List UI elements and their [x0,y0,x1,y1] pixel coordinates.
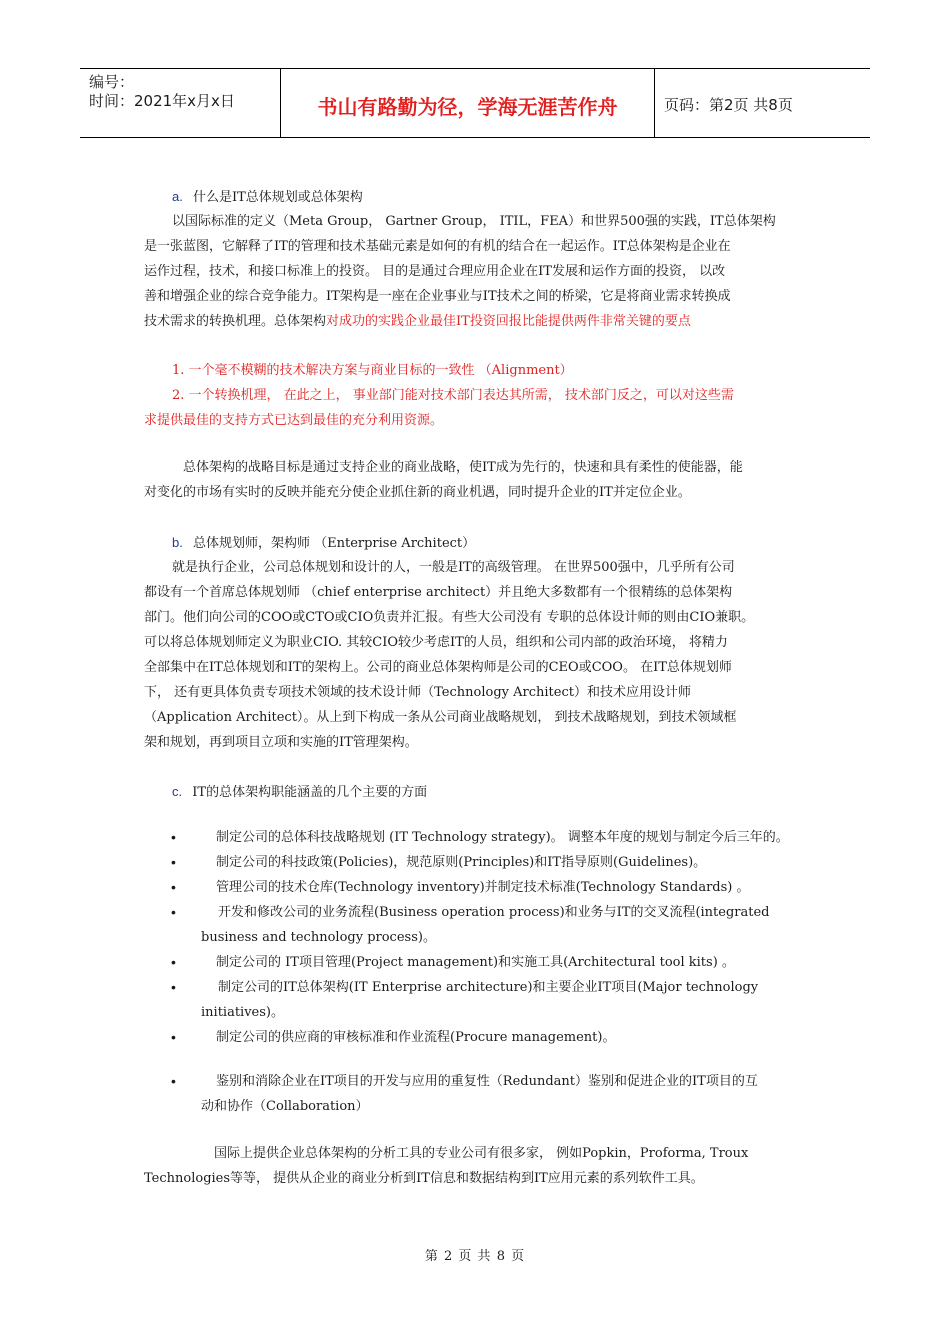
bullet-item: 开发和修改公司的业务流程(Business operation process)和业务与IT的交叉流程(integrated [218,905,770,920]
bullet-icon: • [171,854,176,870]
section-a-heading [172,184,363,210]
section-a-line: 善和增强企业的综合竞争能力。IT架构是一座在企业事业与IT技术之间的桥梁，它是将商业需求转换成 [144,289,731,304]
bullet-item: 制定公司的IT总体架构(IT Enterprise architecture)和主要企业IT项目(Major technology [218,980,759,995]
doc-number-label: 编号： [89,73,135,91]
header-motto: 书山有路勤为径，学海无涯苦作舟 [317,95,618,119]
bullet-item-cont: business and technology process)。 [201,930,436,945]
section-a-last-plain: 技术需求的转换机理。总体架构 [144,314,327,329]
closing-line: Technologies等等， 提供从企业的商业分析到IT信息和数据结构到IT应用元素的系列软件工具。 [144,1171,704,1186]
bullet-item-cont: initiatives)。 [201,1005,284,1020]
page-footer: 第 2 页 共 8 页 [424,1249,526,1264]
key-point-1: 1. 一个毫不模糊的技术解决方案与商业目标的一致性 （Alignment） [172,363,573,378]
bullet-item: 鉴别和消除企业在IT项目的开发与应用的重复性（Redundant）鉴别和促进企业的IT项目的互 [216,1074,758,1089]
section-a-last-red: 对成功的实践企业最佳IT投资回报比能提供两件非常关键的要点 [326,314,691,329]
bullet-icon: • [171,954,176,970]
bullet-icon: • [171,1073,176,1089]
bullet-item: 制定公司的科技政策(Policies)，规范原则(Principles)和IT指导原则(Guidelines)。 [216,855,707,870]
section-b-title: 总体规划师，架构师 （Enterprise Architect） [192,536,476,551]
header-right-cell [655,69,870,137]
section-a-line [144,309,691,334]
doc-time-label: 时间：2021年x月x日 [89,92,235,110]
section-b-line: 都设有一个首席总体规划师 （chief enterprise architect）并且绝大多数都有一个很精练的总体架构 [144,585,733,600]
strategy-line: 总体架构的战略目标是通过支持企业的商业战略，使IT成为先行的，快速和具有柔性的使能器，能 [183,460,743,475]
section-a-title: 什么是IT总体规划或总体架构 [192,190,363,205]
key-point-2-cont: 求提供最佳的支持方式已达到最佳的充分利用资源。 [144,413,444,428]
bullet-item: 制定公司的总体科技战略规划 (IT Technology strategy)。 调整本年度的规划与制定今后三年的。 [216,830,789,845]
key-point-2: 2. 一个转换机理， 在此之上， 事业部门能对技术部门表达其所需， 技术部门反之，可以对这些需 [172,388,734,403]
section-c-heading [172,779,427,805]
section-b-line: 就是执行企业，公司总体规划和设计的人，一般是IT的高级管理。 在世界500强中，几乎所有公司 [172,560,735,575]
section-b-line: （Application Architect）。从上到下构成一条从公司商业战略规划， 到技术战略规划，到技术领域框 [144,710,737,725]
section-a-line: 是一张蓝图，它解释了IT的管理和技术基础元素是如何的有机的结合在一起运作。IT总体架构是企业在 [144,239,731,254]
section-c-marker: c. [172,784,183,799]
section-b-marker: b. [172,535,183,550]
bullet-icon: • [171,879,176,895]
closing-line: 国际上提供企业总体架构的分析工具的专业公司有很多家， 例如Popkin，Proforma, Troux [214,1146,749,1161]
strategy-line: 对变化的市场有实时的反映并能充分使企业抓住新的商业机遇，同时提升企业的IT并定位企业。 [144,485,691,500]
section-a-marker: a. [172,189,183,204]
bullet-item: 制定公司的 IT项目管理(Project management)和实施工具(Architectural tool kits) 。 [216,955,735,970]
section-c-title: IT的总体架构职能涵盖的几个主要的方面 [192,785,428,800]
header-page-label: 页码：第2页 共8页 [664,96,793,114]
header-left-cell [80,69,281,137]
bullet-item-cont: 动和协作（Collaboration） [201,1099,369,1114]
section-b-line: 部门。他们向公司的COO或CTO或CIO负责并汇报。有些大公司没有 专职的总体设计师的则由CIO兼职。 [144,610,755,625]
page-header [80,68,870,138]
header-center-cell [281,69,655,137]
section-b-line: 下， 还有更具体负责专项技术领域的技术设计师（Technology Architect）和技术应用设计师 [144,685,691,700]
section-a-line: 以国际标准的定义（Meta Group， Gartner Group， ITIL，FEA）和世界500强的实践，IT总体架构 [172,214,776,229]
section-a-line: 运作过程，技术，和接口标准上的投资。 目的是通过合理应用企业在IT发展和运作方面的投资， 以改 [144,264,726,279]
bullet-item: 管理公司的技术仓库(Technology inventory)并制定技术标准(Technology Standards) 。 [216,880,750,895]
section-b-line: 可以将总体规划师定义为职业CIO. 其较CIO较少考虑IT的人员，组织和公司内部的政治环境， 将精力 [144,635,728,650]
section-b-line: 全部集中在IT总体规划和IT的架构上。公司的商业总体架构师是公司的CEO或COO。 在IT总体规划师 [144,660,732,675]
bullet-icon: • [171,979,176,995]
bullet-icon: • [171,829,176,845]
bullet-icon: • [171,904,176,920]
section-b-line: 架和规划，再到项目立项和实施的IT管理架构。 [144,735,418,750]
bullet-item: 制定公司的供应商的审核标准和作业流程(Procure management)。 [216,1030,616,1045]
section-b-heading [172,530,475,556]
bullet-icon: • [171,1029,176,1045]
